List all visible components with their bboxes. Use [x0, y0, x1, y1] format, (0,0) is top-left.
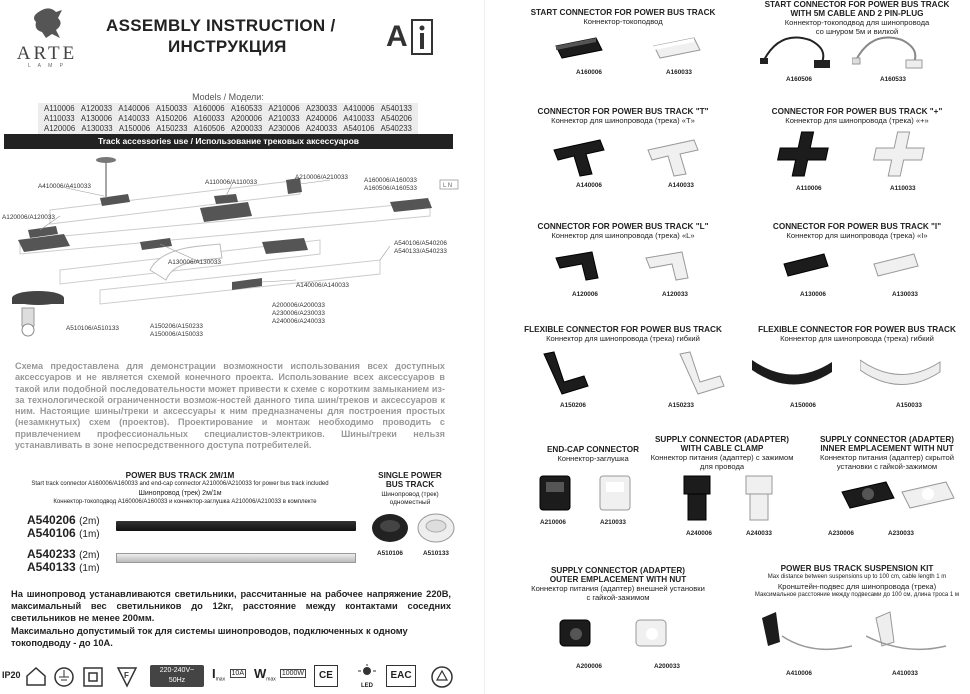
product-code: A150233	[668, 402, 694, 409]
model-code: A160006	[193, 104, 225, 113]
description-text: Схема предоставлена для демонстрации возможности использования всех доступных аксессуаров и не является схемой конечного проекта. Использование всех аксессуаров в такой или подобной последовательности может привести к схеме с коротким замыканием из-за технологической ограниченности возмож-ностей данного типа шин/треков и аксессуаров к ним. Настоящие шины/треки и аксессуары к ним предназначены для построения простых (незамкнутых) схем (проектов). Проектирование и монтаж необходимо проводить с привлечением профессиональных специалистов-электриков. Шины/треки нельзя устанавливать в зоне непосредственного доступа потребителей.	[15, 361, 445, 451]
section-subtitle: Коннектор для шинопровода (трека) «+»	[785, 116, 929, 125]
product-code: A110006	[796, 185, 822, 192]
diagram-label: A140006/A140033	[296, 282, 349, 289]
single-bus-images	[368, 508, 458, 548]
led-box	[356, 664, 378, 690]
single-bus-title1: SINGLE POWER	[378, 471, 442, 480]
product-image	[752, 606, 852, 656]
diagram-label: A150206/A150233	[150, 323, 203, 330]
diagram-label: A200006/A200033	[272, 302, 325, 309]
product-image	[898, 474, 958, 524]
diagram-label: A540133/A540233	[394, 248, 447, 255]
product-image	[554, 610, 614, 660]
section-subtitle: Коннектор питания (адаптер) скрытой	[820, 453, 954, 462]
badge-letter: A	[386, 20, 408, 53]
product-image	[540, 348, 600, 398]
notes-p2: Максимально допустимый ток для системы шинопроводов, подключенных к одному токоподводу - до 10А.	[11, 626, 408, 648]
product-image	[752, 348, 852, 398]
ce-mark: CE	[319, 670, 333, 681]
section-title: WITH CABLE CLAMP	[680, 444, 764, 453]
section-subtitle: с гайкой-зажимом	[586, 593, 650, 602]
section-subtitle: со шнуром 5м и вилкой	[815, 27, 899, 36]
product-image	[838, 474, 898, 524]
product-image	[866, 606, 966, 656]
product-image	[780, 244, 840, 294]
led-sun-icon	[358, 664, 376, 678]
diagram-label: A210006/A210033	[295, 174, 348, 181]
product-code: A200006	[576, 663, 602, 670]
len-text: (2m)	[79, 550, 100, 561]
brand-name: ARTE	[16, 43, 78, 64]
diagram-label: A130006/A130033	[168, 259, 221, 266]
product-code: A210033	[600, 519, 626, 526]
diagram-label: A150006/A150033	[150, 331, 203, 338]
product-image	[594, 470, 654, 520]
product-image	[676, 348, 736, 398]
model-code: A240006	[305, 114, 338, 123]
product-code: A200033	[654, 663, 680, 670]
power-bus-title: POWER BUS TRACK 2M/1M	[125, 471, 235, 480]
model-code: A140006	[118, 104, 150, 113]
code-label: A510106	[377, 550, 403, 557]
product-code: A150006	[790, 402, 816, 409]
model-code: A230006	[268, 124, 300, 133]
section-subtitle: Коннектор-токоподвод для шинопровода	[784, 18, 930, 27]
model-code: A120006	[44, 124, 76, 133]
wmax-label: W	[254, 666, 267, 681]
section-title: WITH 5M CABLE AND 2 PIN-PLUG	[790, 9, 924, 18]
diagram-label: A160006/A160033	[364, 177, 417, 184]
code-text: A540133	[27, 560, 76, 574]
section-title: FLEXIBLE CONNECTOR FOR POWER BUS TRACK	[758, 325, 956, 334]
brand-logo	[12, 6, 82, 68]
models-table	[38, 104, 418, 134]
brand-sub: L A M P	[27, 63, 67, 69]
section-title: START CONNECTOR FOR POWER BUS TRACK	[764, 0, 950, 9]
product-code: A130033	[892, 291, 918, 298]
product-code: A230006	[828, 530, 854, 537]
section-subtitle: Кронштейн-подвес для шинопровода (трека)	[777, 582, 937, 591]
code-text: A540106	[27, 526, 76, 540]
section-title: CONNECTOR FOR POWER BUS TRACK "I"	[772, 222, 942, 231]
title-ru: ИНСТРУКЦИЯ	[168, 37, 287, 56]
product-image	[852, 30, 952, 80]
diagram-label: A230006/A230033	[272, 310, 325, 317]
griffin-icon	[12, 6, 82, 40]
product-code: A410033	[892, 670, 918, 677]
product-image	[760, 30, 860, 80]
product-image	[738, 472, 798, 522]
product-image	[630, 610, 690, 660]
diagram-label: A120006/A120033	[2, 214, 55, 221]
product-image	[534, 470, 594, 520]
model-code: A540206	[380, 114, 412, 123]
product-code: A240006	[686, 530, 712, 537]
info-icon	[410, 18, 434, 58]
frequency-text: 50Hz	[168, 677, 186, 684]
product-code: A110033	[890, 185, 916, 192]
product-code: A120033	[662, 291, 688, 298]
indoor-house-icon	[25, 666, 47, 686]
model-code: A150033	[155, 104, 188, 113]
model-code: A410033	[343, 114, 375, 123]
product-code: A240033	[746, 530, 772, 537]
code-text: A540233	[27, 547, 76, 561]
code-text: A540206	[27, 513, 76, 527]
section-title: START CONNECTOR FOR POWER BUS TRACK	[530, 8, 716, 17]
imax-sub: max	[215, 676, 226, 683]
model-code: A240033	[305, 124, 338, 133]
code-label: A510133	[423, 550, 449, 557]
double-insulation-icon	[82, 666, 104, 688]
section-subtitle: Коннектор-токоподвод	[583, 17, 663, 26]
voltage-text: 220-240V~	[159, 667, 195, 674]
len-text: (1m)	[79, 563, 100, 574]
section-title: CONNECTOR FOR POWER BUS TRACK "T"	[537, 107, 709, 116]
model-code: A130033	[81, 124, 113, 133]
ip-rating: IP20	[2, 670, 21, 680]
model-code: A150233	[156, 124, 188, 133]
model-code: A540106	[343, 124, 375, 133]
eac-mark: EAC	[390, 670, 412, 681]
section-title: CONNECTOR FOR POWER BUS TRACK "L"	[537, 222, 709, 231]
model-code: A140033	[118, 114, 150, 123]
model-code: A160533	[230, 104, 263, 113]
led-label: LED	[361, 683, 373, 689]
product-code: A150033	[896, 402, 922, 409]
imax-label: I	[212, 666, 216, 681]
models-row	[38, 104, 418, 114]
f-mark-icon	[116, 666, 138, 688]
model-code: A410006	[343, 104, 375, 113]
section-subtitle: для провода	[699, 462, 745, 471]
page-divider	[484, 0, 485, 694]
section-subtitle: Коннектор питания (адаптер) с зажимом	[650, 453, 794, 462]
product-code: A150206	[560, 402, 586, 409]
product-code: A160506	[786, 76, 812, 83]
section-note: Max distance between suspensions up to 100 cm, cable length 1 m	[767, 574, 947, 580]
diagram-label: A110006/A110033	[205, 179, 258, 186]
product-code: A160033	[666, 69, 692, 76]
section-title: END-CAP CONNECTOR	[546, 445, 640, 454]
wmax-sub: max	[266, 676, 276, 683]
product-image	[646, 130, 706, 180]
section-title: SUPPLY CONNECTOR (ADAPTER)	[550, 566, 686, 575]
product-code: A140033	[668, 182, 694, 189]
black-track-image	[116, 521, 356, 531]
white-track-image	[116, 553, 356, 563]
product-code: A210006	[540, 519, 566, 526]
recycle-icon	[430, 665, 454, 689]
product-code: A230033	[888, 530, 914, 537]
product-image	[642, 244, 702, 294]
models-row	[38, 114, 418, 124]
diagram-label: A240006/A240033	[272, 318, 325, 325]
section-subtitle: Коннектор для шинопровода (трека) гибкий	[780, 334, 934, 343]
model-code: A120033	[80, 104, 113, 113]
models-row	[38, 124, 418, 134]
section-subtitle: Коннектор для шинопровода (трека) «T»	[551, 116, 695, 125]
product-code: A410006	[786, 670, 812, 677]
imax-box	[212, 666, 246, 686]
ce-box	[314, 665, 338, 687]
track-code-a540106	[27, 527, 100, 541]
models-title: Models / Модели:	[192, 92, 264, 102]
imax-value: 10A	[231, 670, 244, 677]
product-code: A160533	[880, 76, 906, 83]
wmax-box	[254, 666, 306, 686]
single-bus-sub1: Шинопровод (трек)	[381, 491, 439, 498]
section-title: OUTER EMPLACEMENT WITH NUT	[549, 575, 687, 584]
len-text: (2m)	[79, 516, 100, 527]
model-code: A160506	[193, 124, 225, 133]
section-subtitle: Коннектор питания (адаптер) внешней установки	[531, 584, 705, 593]
model-code: A130006	[80, 114, 113, 123]
section-subtitle: Коннектор для шинопровода (трека) «I»	[786, 231, 928, 240]
voltage-box	[150, 665, 204, 687]
section-title: FLEXIBLE CONNECTOR FOR POWER BUS TRACK	[524, 325, 722, 334]
section-title: SUPPLY CONNECTOR (ADAPTER)	[819, 435, 955, 444]
model-code: A160033	[193, 114, 225, 123]
single-bus-title2: BUS TRACK	[385, 480, 435, 489]
model-code: A210033	[268, 114, 300, 123]
product-code: A140006	[576, 182, 602, 189]
product-code: A120006	[572, 291, 598, 298]
ground-icon	[53, 666, 75, 688]
eac-box	[386, 665, 416, 687]
len-text: (1m)	[79, 529, 100, 540]
product-image	[552, 130, 612, 180]
models-block	[38, 92, 418, 134]
section-title: INNER EMPLACEMENT WITH NUT	[820, 444, 954, 453]
svg-text:L N: L N	[443, 183, 453, 189]
banner-text: Track accessories use / Использование трековых аксессуаров	[97, 136, 360, 146]
product-image	[860, 348, 960, 398]
model-code: A210006	[268, 104, 300, 113]
section-title: CONNECTOR FOR POWER BUS TRACK "+"	[771, 107, 943, 116]
section-subtitle: Коннектор для шинопровода (трека) «L»	[551, 231, 695, 240]
product-code: A160006	[576, 69, 602, 76]
product-image	[774, 130, 834, 180]
diagram-label: A160506/A160533	[364, 185, 417, 192]
diagram-label: A510106/A510133	[66, 325, 119, 332]
power-bus-sub-ru1: Шинопровод (трек) 2м/1м	[138, 490, 222, 497]
model-code: A110033	[44, 114, 75, 123]
power-bus-sub-en: Start track connector A160006/A160033 and end-cap connector A210006/A210033 for power bus track included	[31, 481, 329, 487]
model-code: A230033	[305, 104, 338, 113]
model-code: A150006	[118, 124, 151, 133]
section-title: SUPPLY CONNECTOR (ADAPTER)	[654, 435, 790, 444]
notes-p1: На шинопровод устанавливаются светильники, рассчитанные на рабочее напряжение 220В, максимальный вес светильников до 12кг, расстояние между контактами соседних светильников не менее 200мм.	[11, 589, 451, 623]
model-code: A540133	[380, 104, 412, 113]
product-image	[870, 130, 930, 180]
single-bus-sub2: одноместный	[389, 499, 431, 506]
diagram-label: A410006/A410033	[38, 183, 91, 190]
product-image	[552, 244, 612, 294]
power-bus-sub-ru2: Коннектор-токоподвод A160006/A160033 и коннектор-заглушка A210006/A210033 в комплекте	[53, 499, 317, 505]
section-note: Максимальное расстояние между подвесами до 100 см, длина троса 1 м	[754, 592, 960, 598]
model-code: A200033	[231, 124, 263, 133]
track-code-a540133	[27, 561, 100, 575]
wmax-value: 1000W	[281, 670, 304, 677]
section-subtitle: Коннектор-заглушка	[557, 454, 629, 463]
section-banner	[4, 134, 453, 149]
svg-text:F: F	[124, 671, 129, 680]
section-title: POWER BUS TRACK SUSPENSION KIT	[780, 564, 934, 573]
model-code: A540233	[380, 124, 412, 133]
model-code: A110006	[44, 104, 75, 113]
model-code: A200006	[230, 114, 263, 123]
info-badge	[386, 18, 442, 58]
model-code: A150206	[155, 114, 188, 123]
product-image	[870, 244, 930, 294]
diagram-label: A540106/A540206	[394, 240, 447, 247]
section-subtitle: Коннектор для шинопровода (трека) гибкий	[546, 334, 700, 343]
footer-icons	[0, 662, 460, 692]
title-en: ASSEMBLY INSTRUCTION /	[106, 16, 336, 35]
product-code: A130006	[800, 291, 826, 298]
product-image	[676, 472, 736, 522]
section-subtitle: установки с гайкой-зажимом	[836, 462, 938, 471]
